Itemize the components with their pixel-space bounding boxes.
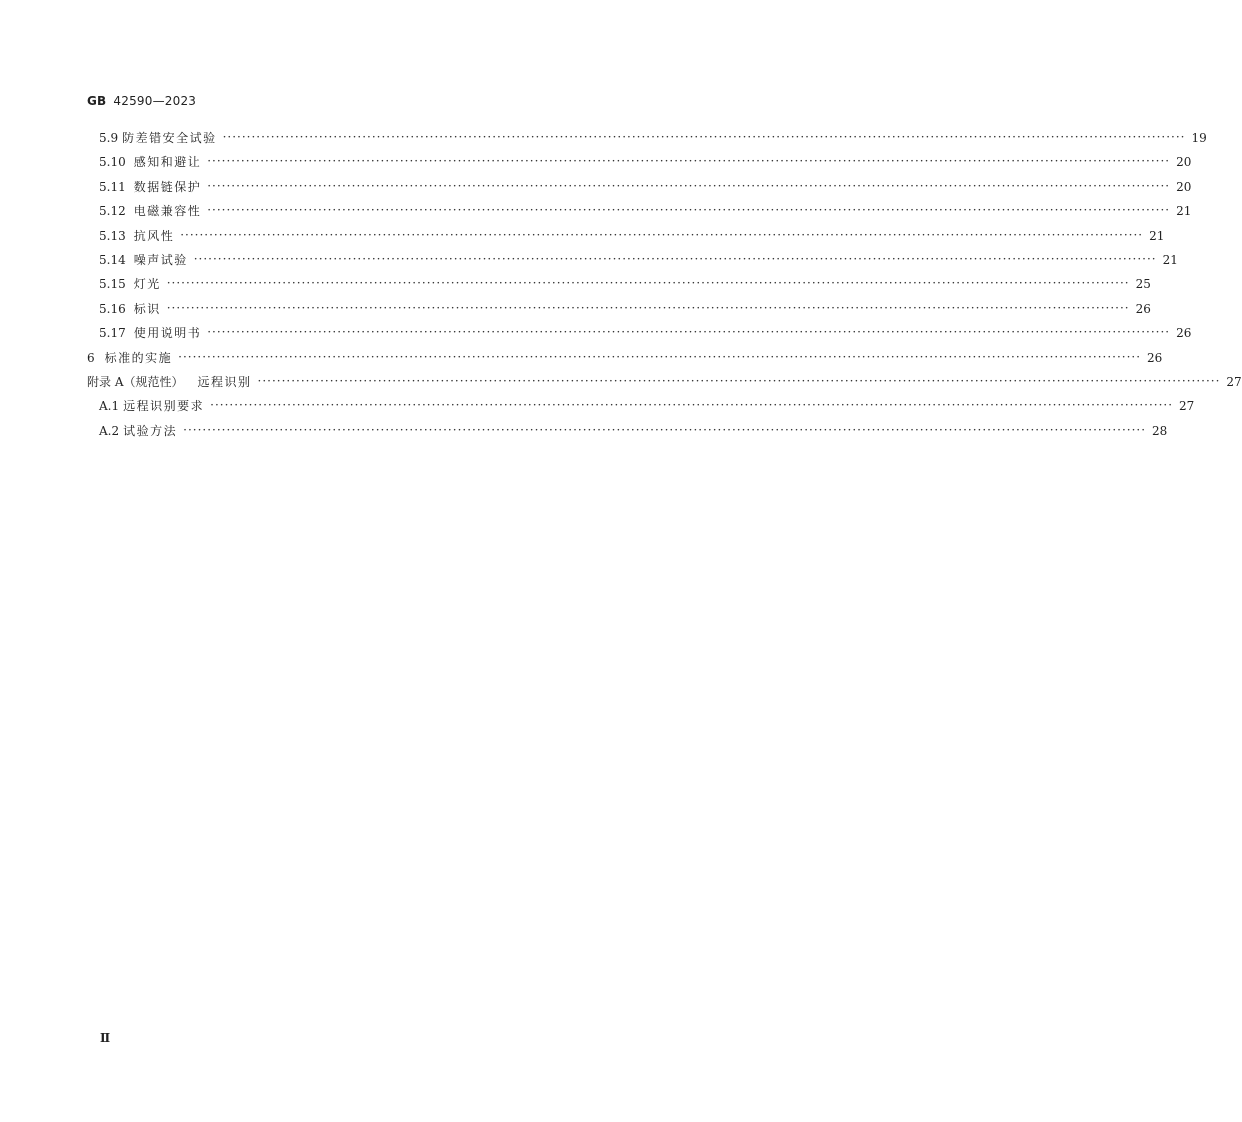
- toc-entry-number: 6: [87, 350, 95, 365]
- toc-leader-dots: ········································································································································································································: [207, 178, 1171, 193]
- toc-entry-page: 20: [1176, 155, 1192, 170]
- standard-code-header: [87, 94, 196, 108]
- toc-entry-title: 感知和避让: [133, 155, 202, 170]
- toc-entry-number: 5.14: [99, 253, 126, 267]
- toc-entry-number: 5.9: [99, 131, 119, 145]
- toc-entry-title: 使用说明书: [133, 326, 202, 341]
- toc-entry-page: 26: [1135, 301, 1151, 316]
- toc-leader-dots: ········································································································································································································: [257, 374, 1221, 388]
- toc-entry-title: 远程识别: [197, 375, 252, 389]
- toc-entry[interactable]: [0, 348, 1163, 368]
- toc-entry-number: 5.15: [99, 277, 126, 292]
- toc-entry-title: 电磁兼容性: [133, 204, 202, 219]
- standard-number: 42590—2023: [113, 94, 197, 108]
- toc-entry-page: 27: [1226, 375, 1242, 389]
- toc-entry[interactable]: [0, 201, 1192, 221]
- toc-entry[interactable]: [0, 274, 1151, 294]
- toc-entry-title: 防差错安全试验: [122, 131, 217, 145]
- toc-entry-number: 5.17: [99, 326, 126, 341]
- toc-entry[interactable]: [0, 128, 1207, 148]
- toc-entry-page: 21: [1162, 253, 1178, 267]
- toc-leader-dots: ········································································································································································································: [207, 154, 1171, 169]
- toc-entry-page: 20: [1176, 179, 1192, 194]
- toc-entry-page: 27: [1179, 399, 1195, 414]
- toc-entry-page: 21: [1149, 228, 1165, 243]
- page-number-footer: Ⅱ: [100, 1031, 111, 1045]
- toc-leader-dots: ········································································································································································································: [166, 276, 1130, 291]
- toc-entry-title: 抗风性: [133, 228, 175, 243]
- toc-entry-page: 21: [1176, 204, 1192, 219]
- toc-entry-title: 噪声试验: [133, 253, 188, 267]
- toc-entry-page: 26: [1147, 350, 1163, 365]
- toc-entry-number: 5.13: [99, 228, 126, 243]
- toc-entry-title: 标准的实施: [104, 350, 173, 365]
- toc-entry[interactable]: [0, 177, 1192, 197]
- toc-entry-page: 26: [1176, 326, 1192, 341]
- toc-leader-dots: ········································································································································································································: [183, 422, 1147, 437]
- standard-prefix: GB: [87, 94, 107, 108]
- toc-entry-title: 试验方法: [123, 423, 178, 438]
- toc-entry-number: 5.10: [99, 155, 126, 170]
- toc-entry-title: 灯光: [133, 277, 161, 292]
- toc-leader-dots: ········································································································································································································: [180, 227, 1144, 242]
- toc-leader-dots: ········································································································································································································: [178, 349, 1142, 364]
- toc-entry-number: A.2: [99, 423, 120, 438]
- toc-entry-number: A.1: [99, 399, 120, 414]
- toc-entry[interactable]: [0, 152, 1192, 172]
- toc-entry-number: 5.16: [99, 301, 126, 316]
- toc-leader-dots: ········································································································································································································: [207, 325, 1171, 340]
- toc-entry-title: 远程识别要求: [123, 399, 205, 414]
- toc-entry-number: 附录 A（规范性）: [87, 375, 184, 389]
- toc-entry[interactable]: [0, 250, 1178, 270]
- toc-entry-page: 19: [1191, 131, 1207, 145]
- toc-leader-dots: ········································································································································································································: [222, 130, 1186, 144]
- toc-entry-page: 28: [1152, 423, 1168, 438]
- toc-entry-title: 标识: [133, 301, 161, 316]
- toc-entry[interactable]: [0, 323, 1192, 343]
- toc-entry[interactable]: [0, 299, 1151, 319]
- toc-entry[interactable]: [0, 372, 1242, 392]
- toc-entry-page: 25: [1135, 277, 1151, 292]
- toc-leader-dots: ········································································································································································································: [193, 252, 1157, 266]
- toc-entry[interactable]: [0, 226, 1165, 246]
- toc-leader-dots: ········································································································································································································: [210, 398, 1174, 413]
- toc-entry-title: 数据链保护: [133, 179, 202, 194]
- toc-leader-dots: ········································································································································································································: [166, 300, 1130, 315]
- toc-entry-number: 5.11: [99, 179, 126, 194]
- toc-entry[interactable]: [0, 396, 1195, 416]
- toc-entry[interactable]: [0, 421, 1168, 441]
- toc-entry-number: 5.12: [99, 204, 126, 219]
- toc-leader-dots: ········································································································································································································: [207, 203, 1171, 218]
